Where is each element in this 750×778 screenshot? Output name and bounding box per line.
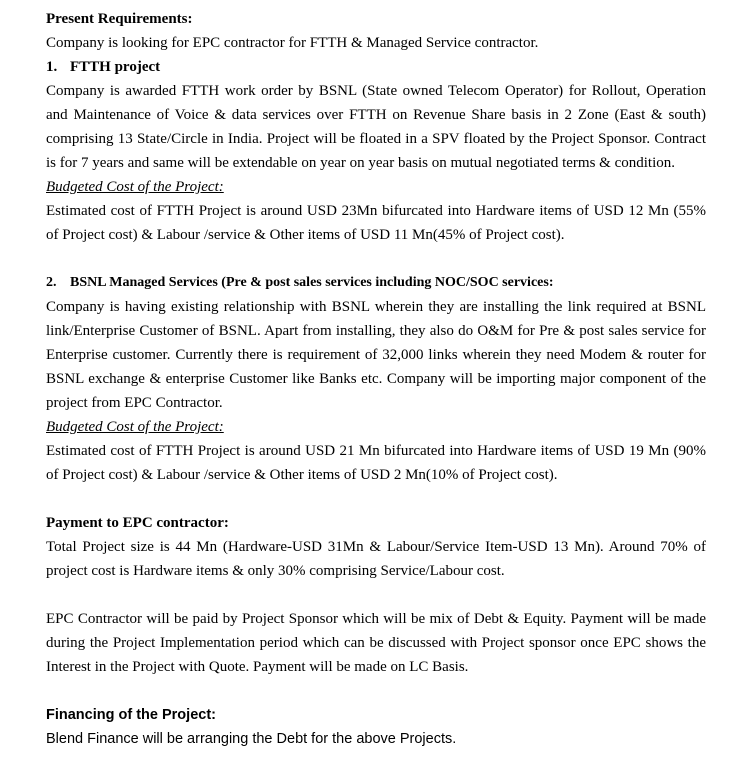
section-2-title: BSNL Managed Services (Pre & post sales services including NOC/SOC services: xyxy=(70,275,554,290)
spacer xyxy=(46,247,706,271)
section-1-body: Company is awarded FTTH work order by BSNL (State owned Telecom Operator) for Rollout, Operation and Maintenance of Voice & data services over FTTH on Revenue Share basis in 2 Zone (East & south) comprising 13 State/Circle in India. Project will be floated in a SPV floated by the Project Sponsor. Contract is for 7 years and same will be extendable on year on year basis on mutual negotiated terms & condition. xyxy=(46,83,706,171)
section-1-title: FTTH project xyxy=(70,59,161,75)
present-requirements-heading: Present Requirements: xyxy=(46,11,193,27)
section-2-body: Company is having existing relationship with BSNL wherein they are installing the link required at BSNL link/Enterprise Customer of BSNL. Apart from installing, they also do O&M for Pre & post sales service for Enterprise customer. Currently there is requirement of 32,000 links wherein they need Modem & router for BSNL exchange & enterprise Customer like Banks etc. Company will be importing major component of the project from EPC Contractor. xyxy=(46,299,706,411)
section-2-budget-text: Estimated cost of FTTH Project is around USD 21 Mn bifurcated into Hardware items of USD 19 Mn (90% of Project cost) & Labour /service & Other items of USD 2 Mn(10% of Project cost). xyxy=(46,443,706,483)
spacer xyxy=(46,583,706,607)
payment-paragraph-1: Total Project size is 44 Mn (Hardware-USD 31Mn & Labour/Service Item-USD 13 Mn). Around 70% of project cost is Hardware items & only 30% comprising Service/Labour cost. xyxy=(46,539,706,579)
section-1-budget-label: Budgeted Cost of the Project: xyxy=(46,179,224,195)
payment-heading: Payment to EPC contractor: xyxy=(46,515,229,531)
section-1-number: 1. xyxy=(46,59,58,75)
present-requirements-intro: Company is looking for EPC contractor for FTTH & Managed Service contractor. xyxy=(46,35,539,51)
section-2-number: 2. xyxy=(46,275,57,290)
spacer xyxy=(46,679,706,703)
spacer xyxy=(46,487,706,511)
document-page xyxy=(46,7,706,751)
section-2-heading xyxy=(46,271,706,295)
section-1-heading xyxy=(46,55,706,79)
payment-paragraph-2: EPC Contractor will be paid by Project Sponsor which will be mix of Debt & Equity. Payment will be made during the Project Implementation period which can be discussed with Project sponsor once EPC shows the Interest in the Project with Quote. Payment will be made on LC Basis. xyxy=(46,611,706,675)
financing-text: Blend Finance will be arranging the Debt for the above Projects. xyxy=(46,731,457,747)
financing-heading: Financing of the Project: xyxy=(46,707,216,723)
section-1-budget-text: Estimated cost of FTTH Project is around USD 23Mn bifurcated into Hardware items of USD 12 Mn (55% of Project cost) & Labour /service & Other items of USD 11 Mn(45% of Project cost). xyxy=(46,203,706,243)
section-2-budget-label: Budgeted Cost of the Project: xyxy=(46,419,224,435)
